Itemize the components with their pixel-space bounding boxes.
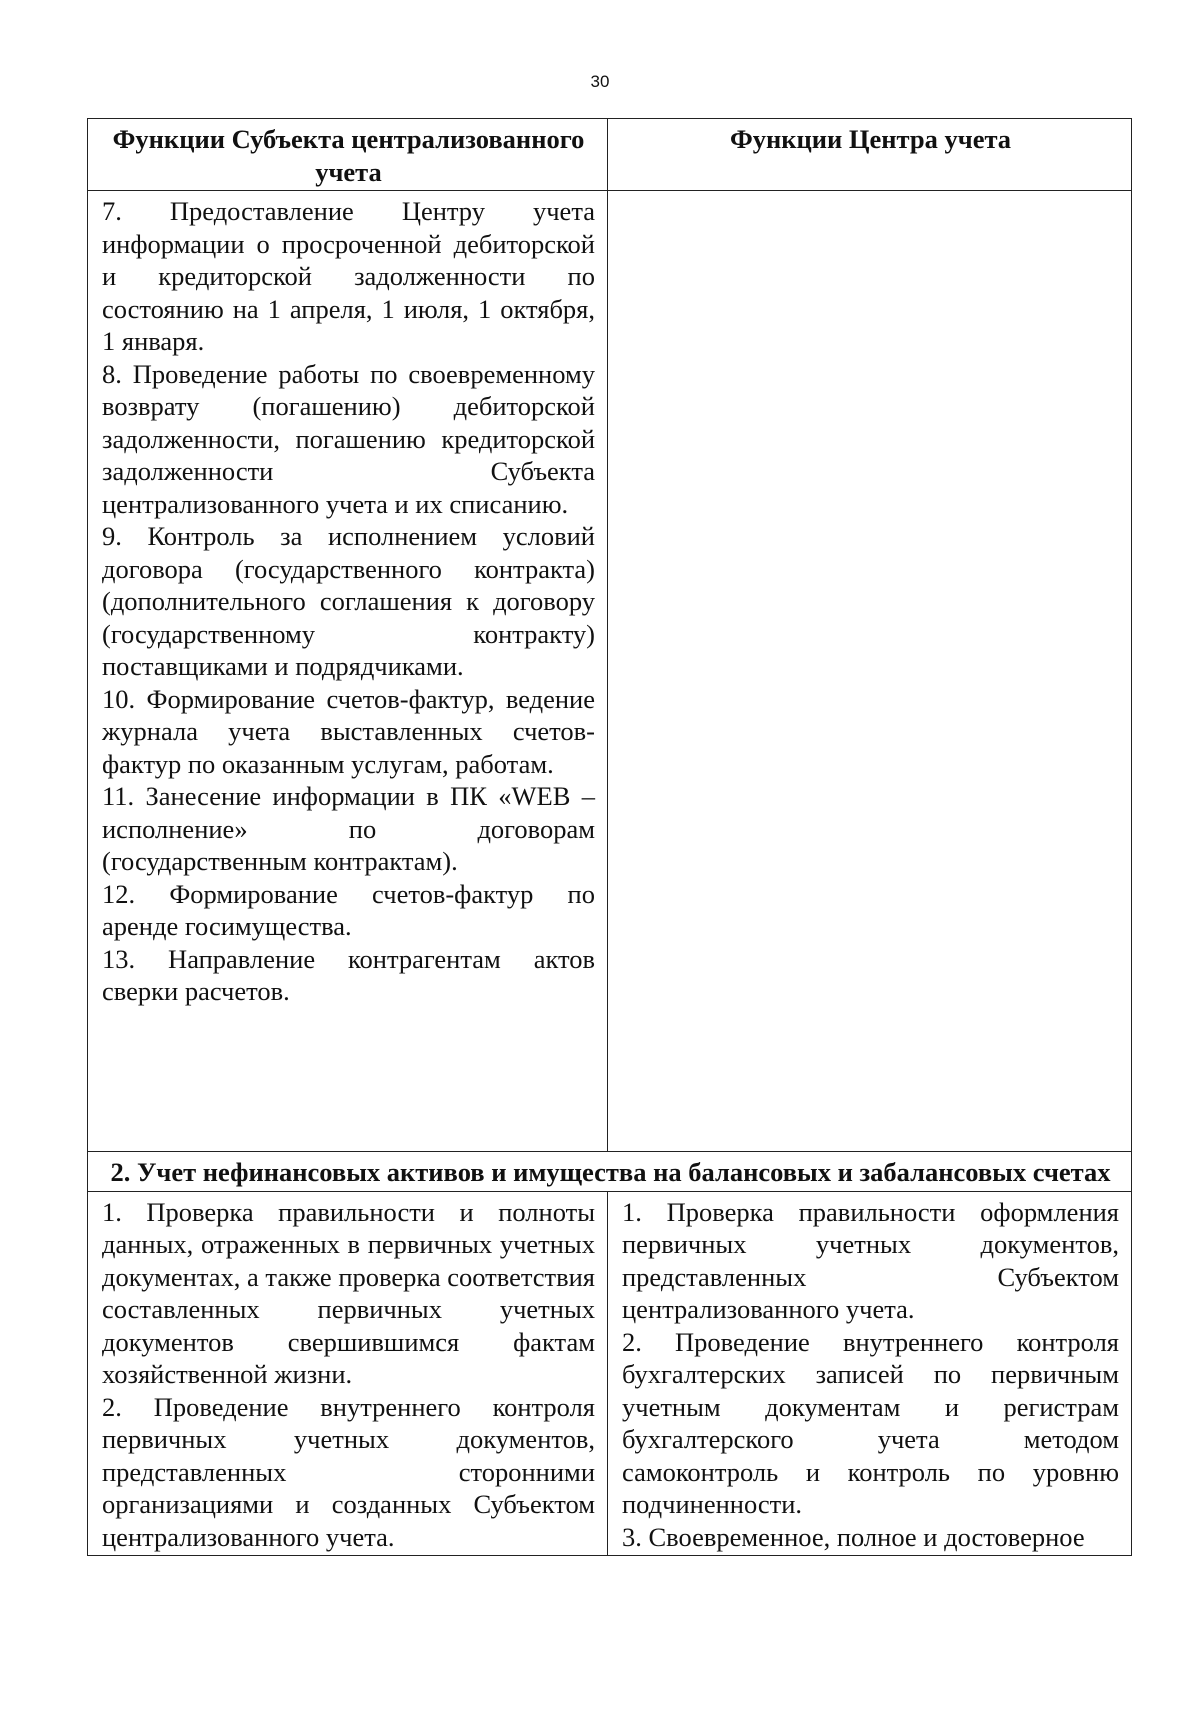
list-item: 8. Проведение работы по своевременному возврату (погашению) дебиторской задолженности, погашению кредиторской задолженности Субъекта централизованного учета и их списанию. [102, 358, 595, 519]
list-item: 12. Формирование счетов-фактур по аренде госимущества. [102, 878, 595, 941]
page-number: 30 [590, 72, 610, 91]
table-row [88, 1191, 1132, 1556]
list-item: 9. Контроль за исполнением условий договора (государственного контракта) (дополнительного соглашения к договору (государственному контракту) поставщиками и подрядчиками. [102, 521, 595, 681]
functions-table [87, 118, 1132, 1556]
table-row [88, 191, 1132, 1152]
list-item: 11. Занесение информации в ПК «WEB – исполнение» по договорам (государственным контрактам). [102, 781, 595, 876]
list-item: 1. Проверка правильности оформления первичных учетных документов, представленных Субъектом централизованного учета. [622, 1196, 1119, 1324]
center-functions-cell [608, 1191, 1132, 1556]
section-title: 2. Учет нефинансовых активов и имущества на балансовых и забалансовых счетах [88, 1152, 1132, 1192]
header-subject-functions: Функции Субъекта централизованного учета [88, 119, 608, 191]
list-item: 2. Проведение внутреннего контроля бухгалтерских записей по первичным учетным документам и регистрам бухгалтерского учета методом самоконтроль и контроль по уровню подчиненности. [622, 1326, 1119, 1519]
list-item: 7. Предоставление Центру учета информации о просроченной дебиторской и кредиторской задолженности по состоянию на 1 апреля, 1 июля, 1 октября, 1 января. [102, 196, 595, 356]
table-header-row [88, 119, 1132, 191]
subject-functions-cell [88, 191, 608, 1152]
center-functions-cell-empty [608, 191, 1132, 1152]
list-item: 1. Проверка правильности и полноты данных, отраженных в первичных учетных документах, а также проверка соответствия составленных первичных учетных документов свершившимся фактам хозяйственной жизни. [102, 1196, 595, 1389]
header-center-functions: Функции Центра учета [608, 119, 1132, 191]
list-item: 10. Формирование счетов-фактур, ведение журнала учета выставленных счетов-фактур по оказанным услугам, работам. [102, 683, 595, 779]
list-item: 13. Направление контрагентам актов сверки расчетов. [102, 943, 595, 1006]
section-row [88, 1152, 1132, 1192]
list-item: 2. Проведение внутреннего контроля первичных учетных документов, представленных сторонними организациями и созданных Субъектом централизованного учета. [102, 1391, 595, 1552]
list-item: 3. Своевременное, полное и достоверное [622, 1521, 1085, 1552]
subject-functions-cell [88, 1191, 608, 1556]
